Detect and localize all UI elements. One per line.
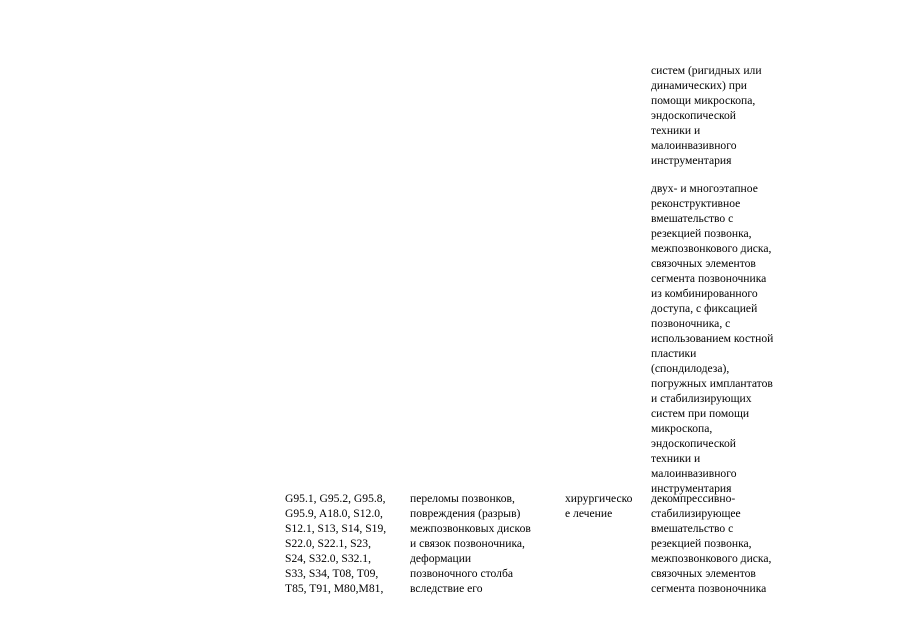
text-line: хирургическо bbox=[565, 492, 633, 505]
text-line: S12.1, S13, S14, S19, bbox=[285, 522, 387, 535]
diagnosis-codes-cell bbox=[285, 491, 400, 596]
text-line: эндоскопической bbox=[651, 437, 737, 450]
text-line: резекцией позвонка, bbox=[651, 227, 752, 240]
treatment-method-decompression bbox=[651, 491, 811, 596]
text-line: эндоскопической bbox=[651, 109, 737, 122]
text-line: использованием костной bbox=[651, 332, 774, 345]
text-line: техники и bbox=[651, 452, 701, 465]
text-line: межпозвонкового диска, bbox=[651, 242, 772, 255]
text-line: динамических) при bbox=[651, 79, 748, 92]
text-line: инструментария bbox=[651, 482, 732, 495]
text-line: из комбинированного bbox=[651, 287, 758, 300]
text-line: позвоночного столба bbox=[410, 567, 514, 580]
treatment-type-cell bbox=[565, 491, 645, 521]
text-line: резекцией позвонка, bbox=[651, 537, 752, 550]
text-line: позвоночника, с bbox=[651, 317, 731, 330]
text-line: повреждения (разрыв) bbox=[410, 507, 521, 520]
text-line: микроскопа, bbox=[651, 422, 713, 435]
text-line: S22.0, S22.1, S23, bbox=[285, 537, 372, 550]
text-line: вмешательство с bbox=[651, 522, 734, 535]
text-line: погружных имплантатов bbox=[651, 377, 773, 390]
treatment-method-multistage bbox=[651, 181, 811, 496]
text-line: сегмента позвоночника bbox=[651, 272, 767, 285]
text-line: двух- и многоэтапное bbox=[651, 182, 758, 195]
text-line: связочных элементов bbox=[651, 567, 756, 580]
text-line: деформации bbox=[410, 552, 472, 565]
text-line: техники и bbox=[651, 124, 701, 137]
text-line: реконструктивное bbox=[651, 197, 741, 210]
text-line: пластики bbox=[651, 347, 697, 360]
condition-description-cell bbox=[410, 491, 550, 596]
text-line: е лечение bbox=[565, 507, 613, 520]
text-line: вследствие его bbox=[410, 582, 483, 595]
text-line: связочных элементов bbox=[651, 257, 756, 270]
text-line: S33, S34, T08, T09, bbox=[285, 567, 379, 580]
text-line: сегмента позвоночника bbox=[651, 582, 767, 595]
text-line: и связок позвоночника, bbox=[410, 537, 525, 550]
text-line: малоинвазивного bbox=[651, 467, 737, 480]
text-line: T85, T91, M80,M81, bbox=[285, 582, 384, 595]
text-line: вмешательство с bbox=[651, 212, 734, 225]
text-line: помощи микроскопа, bbox=[651, 94, 756, 107]
text-line: декомпрессивно- bbox=[651, 492, 736, 505]
treatment-method-continued bbox=[651, 63, 811, 168]
text-line: малоинвазивного bbox=[651, 139, 737, 152]
text-line: переломы позвонков, bbox=[410, 492, 515, 505]
text-line: систем при помощи bbox=[651, 407, 750, 420]
text-line: инструментария bbox=[651, 154, 732, 167]
text-line: G95.1, G95.2, G95.8, bbox=[285, 492, 386, 505]
text-line: межпозвонкового диска, bbox=[651, 552, 772, 565]
text-line: (спондилодеза), bbox=[651, 362, 730, 375]
text-line: G95.9, A18.0, S12.0, bbox=[285, 507, 383, 520]
text-line: доступа, с фиксацией bbox=[651, 302, 758, 315]
text-line: межпозвонковых дисков bbox=[410, 522, 531, 535]
text-line: и стабилизирующих bbox=[651, 392, 752, 405]
text-line: стабилизирующее bbox=[651, 507, 741, 520]
text-line: систем (ригидных или bbox=[651, 64, 762, 77]
text-line: S24, S32.0, S32.1, bbox=[285, 552, 372, 565]
